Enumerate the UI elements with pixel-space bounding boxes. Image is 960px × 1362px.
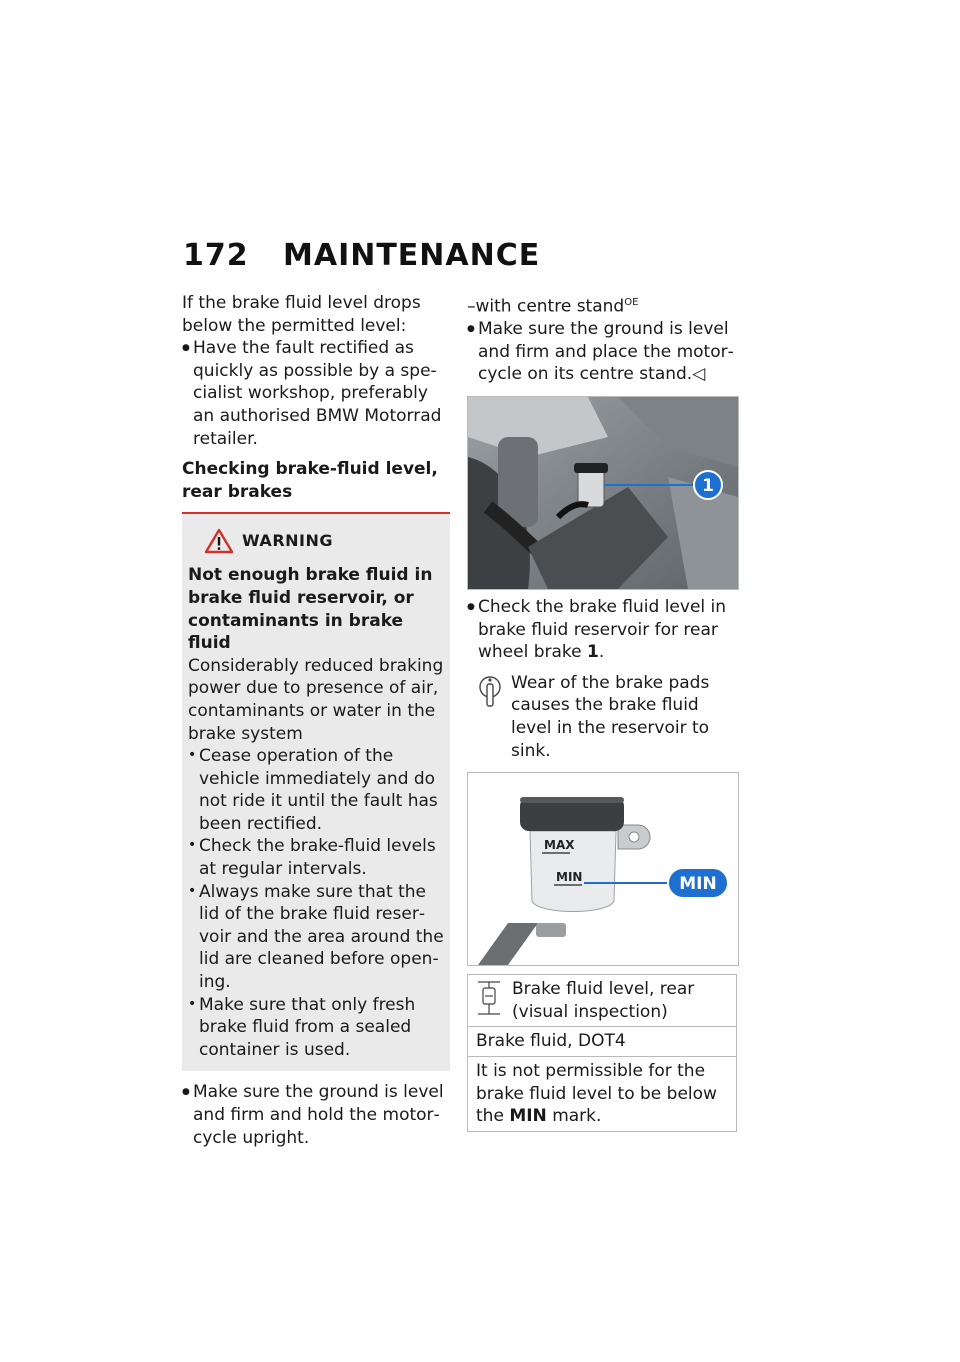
max-mark-label: MAX: [544, 838, 575, 853]
intro-text: If the brake fluid level drops below the permitted level:: [182, 293, 421, 336]
warning-title: [188, 528, 444, 554]
note-text: Wear of the brake pads causes the brake fluid level in the reservoir to sink.: [511, 672, 710, 761]
centre-stand-bullet: [467, 318, 739, 386]
min-mark-label: MIN: [556, 870, 583, 885]
oe-superscript: OE: [624, 297, 639, 308]
level-gauge-icon: [476, 978, 502, 1018]
left-column: [182, 292, 450, 1149]
centre-stand-text: Make sure the ground is level and firm and place the motorcycle on its centre stand.: [478, 319, 734, 385]
reservoir-min-max-illustration: [468, 773, 738, 965]
section-heading: Checking brake-fluid level, rear brakes: [182, 459, 438, 502]
spec-table: [467, 974, 737, 1132]
check-level-bullet: [467, 596, 739, 664]
end-mark-icon: ◁: [692, 364, 706, 385]
spec-row: [468, 975, 737, 1027]
condition-line: [467, 292, 739, 318]
reservoir-location-photo: [467, 396, 739, 590]
check-level-text: Check the brake fluid level in brake fluid reservoir for rear wheel brake: [478, 597, 727, 663]
right-column: [467, 292, 739, 1132]
spec-rule-before: It is not permissible for the brake fluid level to be below the: [476, 1060, 717, 1127]
warning-bullet: • Always make sure that the lid of the brake fluid reservoir and the area around the lid are cleaned before opening.: [188, 881, 444, 994]
spec-row: [468, 1027, 737, 1057]
page-header: [183, 238, 540, 273]
condition-text: –with centre stand: [467, 296, 625, 317]
warning-headline: Not enough brake fluid in brake fluid reservoir, or contaminants in brake fluid: [188, 565, 433, 654]
warning-box: [182, 512, 450, 1071]
motorcycle-reservoir-illustration: [468, 397, 738, 589]
warning-description: Considerably reduced braking power due to presence of air, contaminants or water in the brake system: [188, 655, 444, 744]
spec-rule-after: mark.: [552, 1106, 602, 1127]
check-level-end: .: [598, 642, 605, 663]
spec-title: Brake fluid level, rear (visual inspection): [512, 979, 695, 1022]
warning-label: WARNING: [242, 531, 333, 551]
spec-rule-mark: MIN: [509, 1106, 547, 1127]
check-level-ref: 1: [587, 642, 599, 663]
callout-1-label: 1: [702, 476, 714, 497]
min-callout-label: MIN: [679, 874, 717, 895]
reservoir-min-max-photo: [467, 772, 739, 966]
intro-bullet: ● Have the fault rectified as quickly as possible by a specialist workshop, preferably an authorised BMW Motorrad retailer.: [182, 337, 450, 450]
spec-row: [468, 1056, 737, 1131]
upright-bullet: ● Make sure the ground is level and firm and hold the motorcycle upright.: [182, 1081, 450, 1149]
warning-bullet: • Check the brake-fluid levels at regular intervals.: [188, 835, 444, 880]
spec-fluid: Brake fluid, DOT4: [468, 1027, 737, 1057]
warning-bullet: • Make sure that only fresh brake fluid from a sealed container is used.: [188, 994, 444, 1062]
warning-bullet: • Cease operation of the vehicle immediately and do not ride it until the fault has been rectified.: [188, 745, 444, 835]
spec-rule-cell: [468, 1056, 737, 1131]
warning-triangle-icon: [204, 528, 234, 554]
page-number: 172: [183, 238, 249, 273]
spec-title-cell: [468, 975, 737, 1027]
section-title: MAINTENANCE: [283, 238, 541, 273]
info-note: [467, 672, 739, 762]
info-icon: [477, 674, 503, 708]
